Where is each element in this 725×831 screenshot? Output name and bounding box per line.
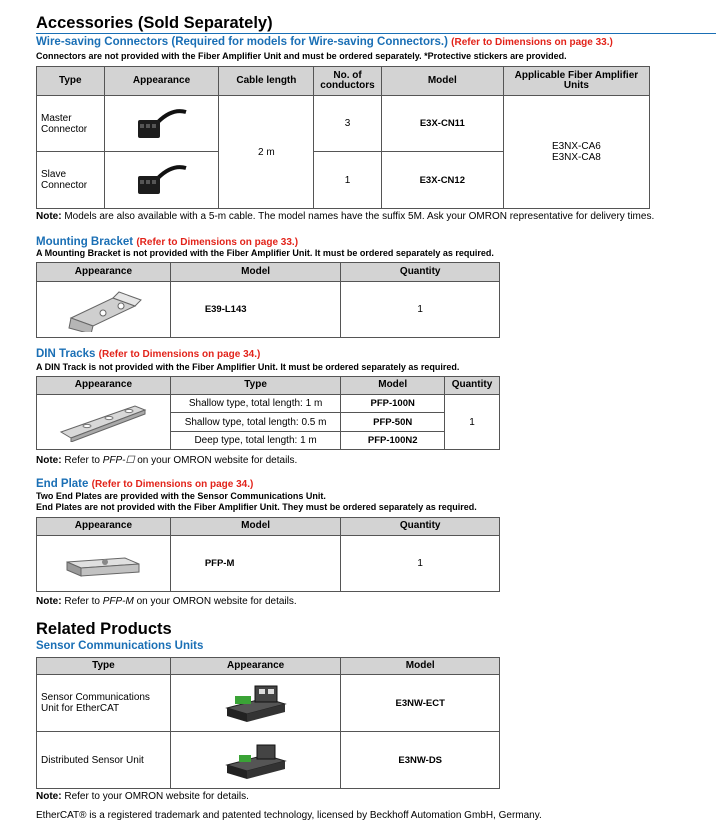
wire-th-conductors: No. of conductors — [314, 67, 382, 96]
din-model-2: PFP-50N — [341, 413, 445, 432]
endplate-table — [36, 517, 500, 592]
wire-type-slave: Slave Connector — [37, 152, 105, 209]
din-th-appearance: Appearance — [37, 377, 171, 395]
related-type-distributed: Distributed Sensor Unit — [37, 732, 171, 789]
related-model-distributed: E3NW-DS — [341, 732, 500, 789]
bracket-quantity: 1 — [341, 282, 500, 338]
related-th-appearance: Appearance — [170, 658, 341, 675]
wire-th-type: Type — [37, 67, 105, 96]
note-label: Note: — [36, 596, 62, 607]
table-row — [37, 395, 500, 413]
bracket-ref: (Refer to Dimensions on page 33.) — [136, 237, 299, 248]
bracket-th-appearance: Appearance — [37, 263, 171, 282]
table-row — [37, 282, 500, 338]
ethercat-unit-image-svg — [221, 680, 291, 726]
table-row — [37, 732, 500, 789]
related-th-type: Type — [37, 658, 171, 675]
related-title: Related Products — [36, 620, 172, 638]
note-label: Note: — [36, 455, 62, 466]
table-row — [37, 675, 500, 732]
endplate-th-model: Model — [170, 518, 341, 536]
bracket-desc: A Mounting Bracket is not provided with the Fiber Amplifier Unit. It must be ordered separately as required. — [36, 248, 494, 258]
wire-table — [36, 66, 650, 209]
din-type-2: Shallow type, total length: 0.5 m — [170, 413, 340, 432]
distributed-unit-image — [170, 732, 341, 789]
din-quantity: 1 — [445, 395, 500, 450]
wire-ref: (Refer to Dimensions on page 33.) — [451, 37, 613, 48]
wire-heading-text: Wire-saving Connectors (Required for models for Wire-saving Connectors.) — [36, 36, 448, 48]
wire-model-master: E3X-CN11 — [381, 96, 503, 152]
connector-image — [132, 160, 192, 200]
din-model-3: PFP-100N2 — [341, 432, 445, 450]
wire-th-applicable: Applicable Fiber Amplifier Units — [503, 67, 649, 96]
din-note-pre: Refer to — [61, 455, 103, 466]
bracket-th-model: Model — [170, 263, 341, 282]
related-note-text: Refer to your OMRON website for details. — [61, 791, 249, 802]
wire-note — [36, 211, 654, 222]
endplate-ref: (Refer to Dimensions on page 34.) — [91, 479, 254, 490]
ethercat-unit-image — [170, 675, 341, 732]
endplate-image — [37, 536, 171, 592]
table-row — [37, 96, 650, 152]
bracket-th-quantity: Quantity — [341, 263, 500, 282]
din-desc: A DIN Track is not provided with the Fiber Amplifier Unit. It must be ordered separately as required. — [36, 362, 460, 372]
title-rule — [36, 33, 716, 34]
endplate-note — [36, 596, 297, 607]
bracket-heading — [36, 236, 298, 248]
bracket-heading-text: Mounting Bracket — [36, 236, 134, 248]
wire-cable-length: 2 m — [219, 96, 314, 209]
bracket-image-svg — [63, 288, 143, 332]
din-th-model: Model — [341, 377, 445, 395]
accessories-title: Accessories (Sold Separately) — [36, 14, 273, 32]
related-th-model: Model — [341, 658, 500, 675]
din-type-3: Deep type, total length: 1 m — [170, 432, 340, 450]
wire-conductors-master: 3 — [314, 96, 382, 152]
din-model-1: PFP-100N — [341, 395, 445, 413]
endplate-note-model: PFP-M — [102, 596, 134, 607]
wire-conductors-slave: 1 — [314, 152, 382, 209]
endplate-heading — [36, 478, 253, 490]
din-type-1: Shallow type, total length: 1 m — [170, 395, 340, 413]
bracket-model: E39-L143 — [170, 282, 341, 338]
din-table — [36, 376, 500, 450]
slave-connector-image — [104, 152, 219, 209]
note-label: Note: — [36, 791, 62, 802]
din-image — [37, 395, 171, 450]
endplate-th-appearance: Appearance — [37, 518, 171, 536]
din-note-post: on your OMRON website for details. — [134, 455, 298, 466]
bracket-table — [36, 262, 500, 338]
wire-applicable — [503, 96, 649, 209]
endplate-desc-1: Two End Plates are provided with the Sensor Communications Unit. — [36, 491, 326, 501]
wire-type-master: Master Connector — [37, 96, 105, 152]
wire-model-slave: E3X-CN12 — [381, 152, 503, 209]
distributed-unit-image-svg — [221, 737, 291, 783]
endplate-desc-2: End Plates are not provided with the Fiber Amplifier Unit. They must be ordered separately as required. — [36, 502, 477, 512]
related-table — [36, 657, 500, 789]
trademark-note: EtherCAT® is a registered trademark and patented technology, licensed by Beckhoff Automation GmbH, Germany. — [36, 810, 542, 821]
endplate-note-post: on your OMRON website for details. — [133, 596, 297, 607]
wire-th-model: Model — [381, 67, 503, 96]
din-rail-image — [57, 402, 149, 442]
related-type-ethercat: Sensor Communications Unit for EtherCAT — [37, 675, 171, 732]
din-heading — [36, 348, 260, 360]
related-heading: Sensor Communications Units — [36, 640, 204, 652]
table-row — [37, 536, 500, 592]
end-plate-image — [61, 546, 145, 582]
endplate-th-quantity: Quantity — [341, 518, 500, 536]
endplate-heading-text: End Plate — [36, 478, 89, 490]
note-label: Note: — [36, 211, 62, 222]
din-note-model: PFP-☐ — [102, 455, 135, 466]
applicable-model-2: E3NX-CA8 — [551, 152, 601, 163]
din-heading-text: DIN Tracks — [36, 348, 96, 360]
wire-th-appearance: Appearance — [104, 67, 219, 96]
din-th-quantity: Quantity — [445, 377, 500, 395]
bracket-image — [37, 282, 171, 338]
endplate-model: PFP-M — [170, 536, 341, 592]
endplate-note-pre: Refer to — [61, 596, 103, 607]
master-connector-image — [104, 96, 219, 152]
wire-desc: Connectors are not provided with the Fiber Amplifier Unit and must be ordered separately. *Protective stickers are provided. — [36, 51, 567, 61]
wire-note-text: Models are also available with a 5-m cable. The model names have the suffix 5M. Ask your OMRON representative for delivery times. — [61, 211, 655, 222]
din-th-type: Type — [170, 377, 340, 395]
din-note — [36, 455, 297, 466]
din-ref: (Refer to Dimensions on page 34.) — [98, 349, 261, 360]
related-note — [36, 791, 249, 802]
wire-heading — [36, 36, 613, 48]
related-model-ethercat: E3NW-ECT — [341, 675, 500, 732]
wire-th-cable: Cable length — [219, 67, 314, 96]
connector-image — [132, 104, 192, 144]
applicable-model-1: E3NX-CA6 — [551, 141, 601, 152]
endplate-quantity: 1 — [341, 536, 500, 592]
